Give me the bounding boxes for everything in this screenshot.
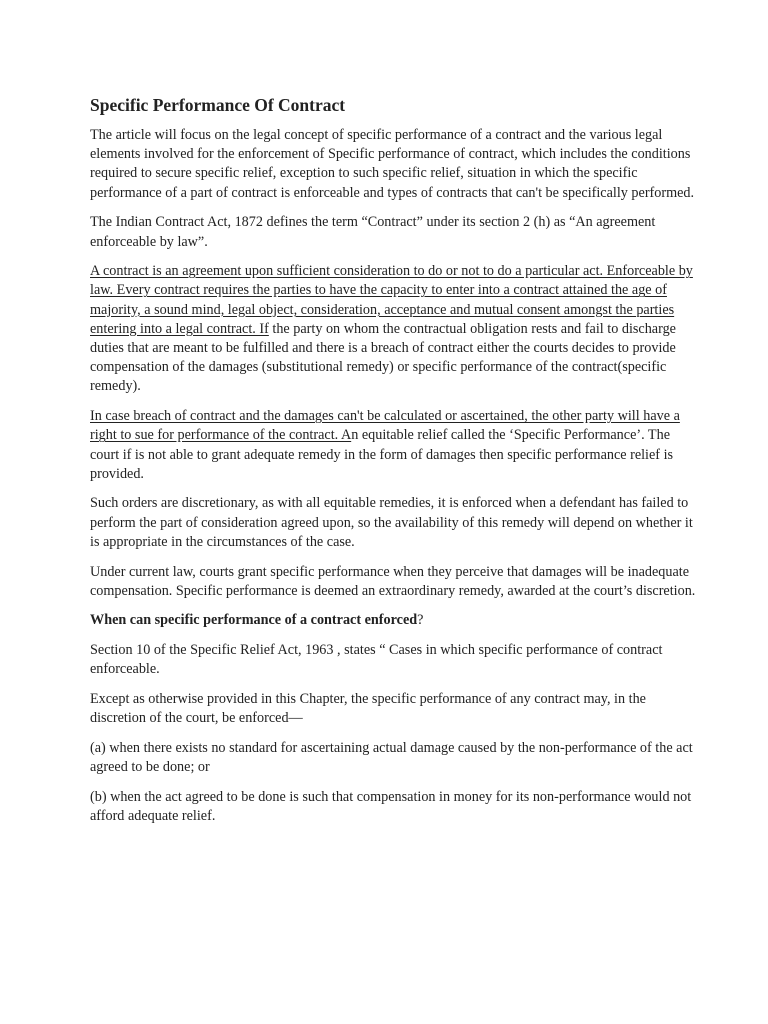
section-heading-text: When can specific performance of a contract enforced [90,612,418,629]
paragraph-except: Except as otherwise provided in this Chapter, the specific performance of any contract may, in the discretion of the court, be enforced— [90,691,646,727]
document-title: Specific Performance Of Contract [90,95,346,115]
paragraph-definition: The Indian Contract Act, 1872 defines the term “Contract” under its section 2 (h) as “An agreement enforceable by law”. [90,214,656,250]
paragraph-text: n equitable relief called the ‘Specific Performance’. The court if is not able to grant adequate remedy in the form of damages then specific performance relief is provided. [90,427,674,482]
paragraph-section-10: Section 10 of the Specific Relief Act, 1963 , states “ Cases in which specific performance of contract enforceable. [90,642,663,678]
underlined-text: In case breach of contract and the damages can't be calculated or ascertained, the other party will have a right to sue for performance of the contract. A [90,408,680,444]
paragraph-contract-requirements [90,262,698,396]
paragraph-equitable-relief [90,407,698,484]
clause-a: (a) when there exists no standard for ascertaining actual damage caused by the non-performance of the act agreed to be done; or [90,739,693,776]
paragraph-text: the party on whom the contractual obligation rests and fail to discharge duties that are meant to be fulfilled and there is a breach of contract either the courts decides to provide compensation of the damages (substitutional remedy) or specific performance of the contract(specific remedy). [90,320,676,395]
section-heading-punctuation: ? [417,612,424,629]
section-heading [90,611,698,630]
paragraph-intro: The article will focus on the legal concept of specific performance of a contract and the various legal elements involved for the enforcement of Specific performance of contract, which includes the conditions required to secure specific relief, exception to such specific relief, situation in which the specific performance of a part of contract is enforceable and types of contracts that can't be specifically performed. [90,127,695,201]
paragraph-current-law: Under current law, courts grant specific performance when they perceive that damages will be inadequate compensation. Specific performance is deemed an extraordinary remedy, awarded at the court’s discretion. [90,563,696,599]
clause-b: (b) when the act agreed to be done is such that compensation in money for its non-performance would not afford adequate relief. [90,788,692,825]
underlined-text: A contract is an agreement upon sufficient consideration to do or not to do a particular act. Enforceable by law. Every contract requires the parties to have the capacity to enter into a contract attained the age of majority, a sound mind, legal object, consideration, acceptance and mutual consent amongst the parties entering into a legal contract. If [90,263,693,337]
paragraph-discretionary: Such orders are discretionary, as with all equitable remedies, it is enforced when a defendant has failed to perform the part of consideration agreed upon, so the availability of this remedy will depend on whether it is appropriate in the circumstances of the case. [90,495,693,550]
